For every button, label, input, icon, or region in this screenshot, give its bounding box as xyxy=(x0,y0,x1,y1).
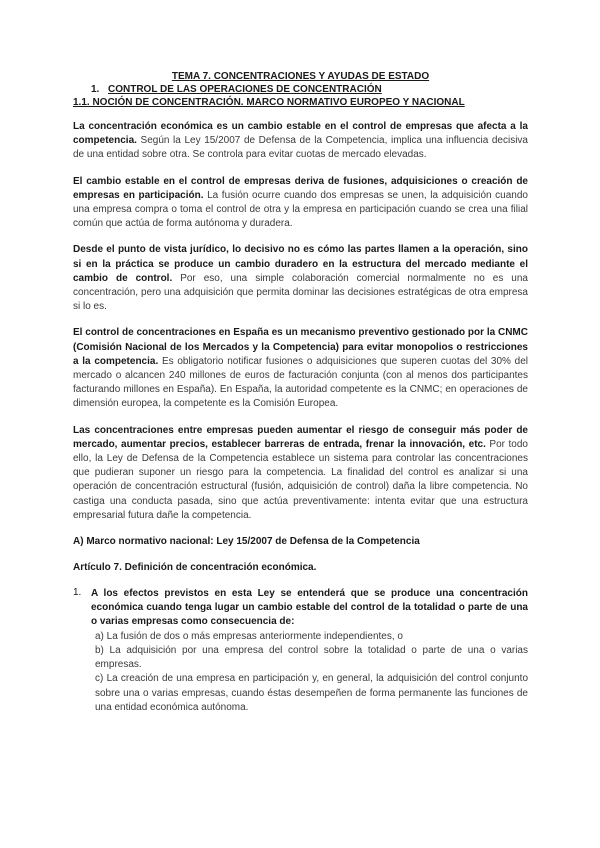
section-number: 1. xyxy=(91,84,100,95)
section-title: CONTROL DE LAS OPERACIONES DE CONCENTRACIÓN xyxy=(108,84,382,95)
paragraph-1 xyxy=(73,120,528,163)
paragraph-5-body: Por todo ello, la Ley de Defensa de la Competencia establece un sistema para controlar las concentraciones que pudieran suponer un riesgo para la competencia. La finalidad del control es analizar si una operación de concentración estructural (fusión, adquisición de control) daña la libre competencia. No castiga una conducta pasada, sino que actúa preventivamente: intenta evitar que una estructura empresarial futura dañe la competencia. xyxy=(73,438,528,521)
paragraph-2 xyxy=(73,175,528,232)
article-sub-item-a: a) La fusión de dos o más empresas anteriormente independientes, o xyxy=(95,630,403,642)
paragraph-4-lead: El control de concentraciones en España es un mecanismo preventivo gestionado por la CNMC (Comisión Nacional de los Mercados y la Competencia) para evitar monopolios o restricciones a la competencia. xyxy=(73,327,528,367)
section-heading xyxy=(91,83,528,96)
paragraph-1-lead: La concentración económica es un cambio estable en el control de empresas que afecta a la competencia. xyxy=(73,121,528,147)
paragraph-2-lead: El cambio estable en el control de empresas deriva de fusiones, adquisiciones o creación de empresas en participación. xyxy=(73,175,528,201)
article-item-lead: A los efectos previstos en esta Ley se entenderá que se produce una concentración económica cuando tenga lugar un cambio estable del control de la totalidad o parte de una o varias empresas como consecuencia de: xyxy=(91,588,528,628)
marco-normativo-heading: A) Marco normativo nacional: Ley 15/2007 de Defensa de la Competencia xyxy=(73,536,420,548)
article-sub-item-b: b) La adquisición por una empresa del control sobre la totalidad o parte de una o varias empresas. xyxy=(95,644,528,671)
article-sub-item-c: c) La creación de una empresa en participación y, en general, la adquisición del control conjunto sobre una o varias empresas, cuando éstas desempeñen de forma permanente las funciones de una entidad económica autónoma. xyxy=(95,673,528,713)
paragraph-5 xyxy=(73,424,528,523)
article-list-item xyxy=(73,587,528,715)
subsection-heading: 1.1. NOCIÓN DE CONCENTRACIÓN. MARCO NORMATIVO EUROPEO Y NACIONAL xyxy=(73,97,465,108)
paragraph-3-lead: Desde el punto de vista jurídico, lo decisivo no es cómo las partes llamen a la operación, sino si en la práctica se produce un cambio duradero en la estructura del mercado mediante el cambio de control. xyxy=(73,244,528,284)
document-title: TEMA 7. CONCENTRACIONES Y AYUDAS DE ESTADO xyxy=(171,71,430,82)
paragraph-1-body: Según la Ley 15/2007 de Defensa de la Competencia, implica una influencia decisiva de una entidad sobre otra. Se controla para evitar cuotas de mercado elevadas. xyxy=(73,135,528,161)
article-heading: Artículo 7. Definición de concentración económica. xyxy=(73,562,317,574)
paragraph-4-body: Es obligatorio notificar fusiones o adquisiciones que superen cuotas del 30% del mercado o alcancen 240 millones de euros de facturación conjunta (con al menos dos participantes facturando millones en España). En España, la autoridad competente es la CNMC; en operaciones de dimensión europea, la competente es la Comisión Europea. xyxy=(73,355,529,410)
document-page xyxy=(73,70,528,715)
paragraph-3-body: Por eso, una simple colaboración comercial normalmente no es una concentración, pero una adquisición que permita dominar las decisiones estratégicas de otra empresa si lo es. xyxy=(73,272,528,313)
paragraph-5-lead: Las concentraciones entre empresas pueden aumentar el riesgo de conseguir más poder de mercado, aumentar precios, establecer barreras de entrada, frenar la innovación, etc. xyxy=(73,424,528,450)
paragraph-4 xyxy=(73,326,528,411)
paragraph-2-body: La fusión ocurre cuando dos empresas se unen, la adquisición cuando una empresa compra o toma el control de otra y la empresa en participación cuando se crea una filial común que actúa de forma autónoma y duradera. xyxy=(73,189,528,230)
paragraph-3 xyxy=(73,243,528,314)
list-marker: 1. xyxy=(73,587,82,599)
